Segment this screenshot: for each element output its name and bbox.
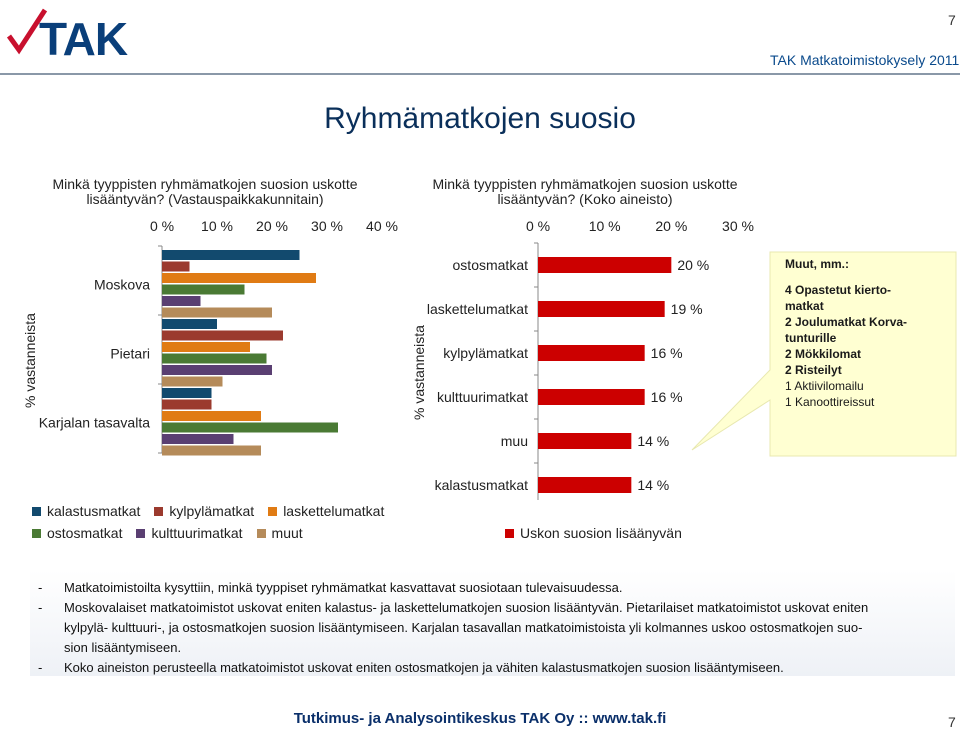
- data-label: 19 %: [670, 301, 703, 317]
- callout-line: matkat: [785, 299, 824, 313]
- bar-kalastusmatkat: [162, 319, 217, 329]
- legend-swatch: [505, 529, 514, 538]
- bar-value: [538, 433, 631, 449]
- category-label: muu: [500, 433, 528, 449]
- category-label: Pietari: [110, 345, 150, 362]
- right-chart-ylabel: % vastanneista: [411, 325, 427, 420]
- bar-ostosmatkat: [162, 354, 267, 364]
- legend-item: laskettelumatkat: [268, 503, 384, 519]
- left-legend: [32, 503, 392, 541]
- bar-kulttuurimatkat: [162, 365, 272, 375]
- bar-kulttuurimatkat: [162, 434, 234, 444]
- bullet-item: - Koko aineiston perusteella matkatoimistot uskovat eniten ostosmatkojen ja vähiten kalastusmatkojen suosion lisääntymiseen.: [38, 660, 784, 675]
- right-legend: Uskon suosion lisäänyvän: [505, 525, 682, 541]
- callout-line: 1 Kanoottireissut: [785, 395, 875, 409]
- bar-muut: [162, 446, 261, 456]
- callout-line: 1 Aktiivilomailu: [785, 379, 864, 393]
- bar-laskettelumatkat: [162, 273, 316, 283]
- bar-value: [538, 257, 671, 273]
- legend-swatch: [32, 507, 41, 516]
- legend-item: kylpylämatkat: [154, 503, 254, 519]
- category-label: kalastusmatkat: [434, 477, 528, 493]
- data-label: 14 %: [637, 477, 670, 493]
- callout-line: tunturille: [785, 331, 837, 345]
- callout-line: 2 Mökkilomat: [785, 347, 862, 361]
- bar-kylpylämatkat: [162, 400, 212, 410]
- data-label: 20 %: [677, 257, 710, 273]
- left-chart: [0, 210, 400, 550]
- category-label: Moskova: [93, 276, 150, 293]
- data-label: 16 %: [650, 389, 683, 405]
- category-label: Karjalan tasavalta: [38, 414, 150, 431]
- legend-swatch: [154, 507, 163, 516]
- bar-ostosmatkat: [162, 285, 245, 295]
- callout-title: Muut, mm.:: [785, 257, 849, 271]
- category-label: laskettelumatkat: [426, 301, 528, 317]
- category-label: kulttuurimatkat: [436, 389, 528, 405]
- category-label: ostosmatkat: [452, 257, 528, 273]
- bar-muut: [162, 377, 223, 387]
- data-label: 16 %: [650, 345, 683, 361]
- legend-item: kulttuurimatkat: [136, 525, 242, 541]
- bar-muut: [162, 308, 272, 318]
- x-tick-label: 30 %: [311, 218, 343, 234]
- category-label: kylpylämatkat: [443, 345, 528, 361]
- bar-value: [538, 301, 665, 317]
- bar-value: [538, 345, 645, 361]
- x-tick-label: 0 %: [149, 218, 175, 234]
- header-rule: [0, 73, 960, 75]
- footer-text: Tutkimus- ja Analysointikeskus TAK Oy :: www.tak.fi: [293, 710, 667, 727]
- x-tick-label: 20 %: [256, 218, 288, 234]
- page-number: 7: [948, 12, 956, 28]
- bar-value: [538, 389, 645, 405]
- bar-laskettelumatkat: [162, 411, 261, 421]
- legend-item: ostosmatkat: [32, 525, 122, 541]
- legend-item: kalastusmatkat: [32, 503, 140, 519]
- bar-laskettelumatkat: [162, 342, 250, 352]
- legend-swatch: [136, 529, 145, 538]
- data-label: 14 %: [637, 433, 670, 449]
- bar-kylpylämatkat: [162, 331, 283, 341]
- legend-swatch: [268, 507, 277, 516]
- x-tick-label: 10 %: [588, 218, 621, 234]
- right-chart-title: Minkä tyyppisten ryhmämatkojen suosion uskotte lisääntyvän? (Koko aineisto): [432, 176, 738, 207]
- left-chart-title: Minkä tyyppisten ryhmämatkojen suosion uskotte lisääntyvän? (Vastauspaikkakunnitain): [52, 176, 358, 207]
- callout-line: 4 Opastetut kierto-: [785, 283, 892, 297]
- legend-item: muut: [257, 525, 303, 541]
- bullet-item: - Moskovalaiset matkatoimistot uskovat eniten kalastus- ja laskettelumatkojen suosion lisääntyvän. Pietarilaiset matkatoimistot uskovat eniten kylpylä- kulttuuri-, ja ostosmatkojen suosion lisääntymiseen. Karjalan tasavallan matkatoimistoista yli kolmannes uskoo ostosmatkojen suo- sion lisääntymiseen.: [38, 600, 869, 655]
- x-tick-label: 20 %: [655, 218, 688, 234]
- legend-swatch: [257, 529, 266, 538]
- left-chart-ylabel: % vastanneista: [22, 313, 38, 408]
- logo: [5, 6, 145, 64]
- left-chart-svg: [0, 210, 400, 550]
- footer-page-number: 7: [948, 714, 956, 730]
- bar-ostosmatkat: [162, 423, 338, 433]
- page-title: Ryhmämatkojen suosio: [324, 102, 636, 135]
- bar-kulttuurimatkat: [162, 296, 201, 306]
- bar-kalastusmatkat: [162, 250, 300, 260]
- survey-title: TAK Matkatoimistokysely 2011: [770, 52, 960, 68]
- logo-text: TAK: [39, 13, 128, 65]
- x-tick-label: 10 %: [201, 218, 233, 234]
- legend-swatch: [32, 529, 41, 538]
- callout-line: 2 Risteilyt: [785, 363, 842, 377]
- callout-text: [785, 256, 955, 410]
- callout-line: 2 Joulumatkat Korva-: [785, 315, 908, 329]
- x-tick-label: 0 %: [525, 218, 551, 234]
- bar-kalastusmatkat: [162, 388, 212, 398]
- x-tick-label: 40 %: [366, 218, 398, 234]
- bar-value: [538, 477, 631, 493]
- bullet-item: - Matkatoimistoilta kysyttiin, minkä tyyppiset ryhmämatkat kasvattavat suosiotaan tulevaisuudessa.: [38, 580, 623, 595]
- x-tick-label: 30 %: [722, 218, 754, 234]
- bar-kylpylämatkat: [162, 262, 190, 272]
- summary-bullets: [30, 578, 930, 678]
